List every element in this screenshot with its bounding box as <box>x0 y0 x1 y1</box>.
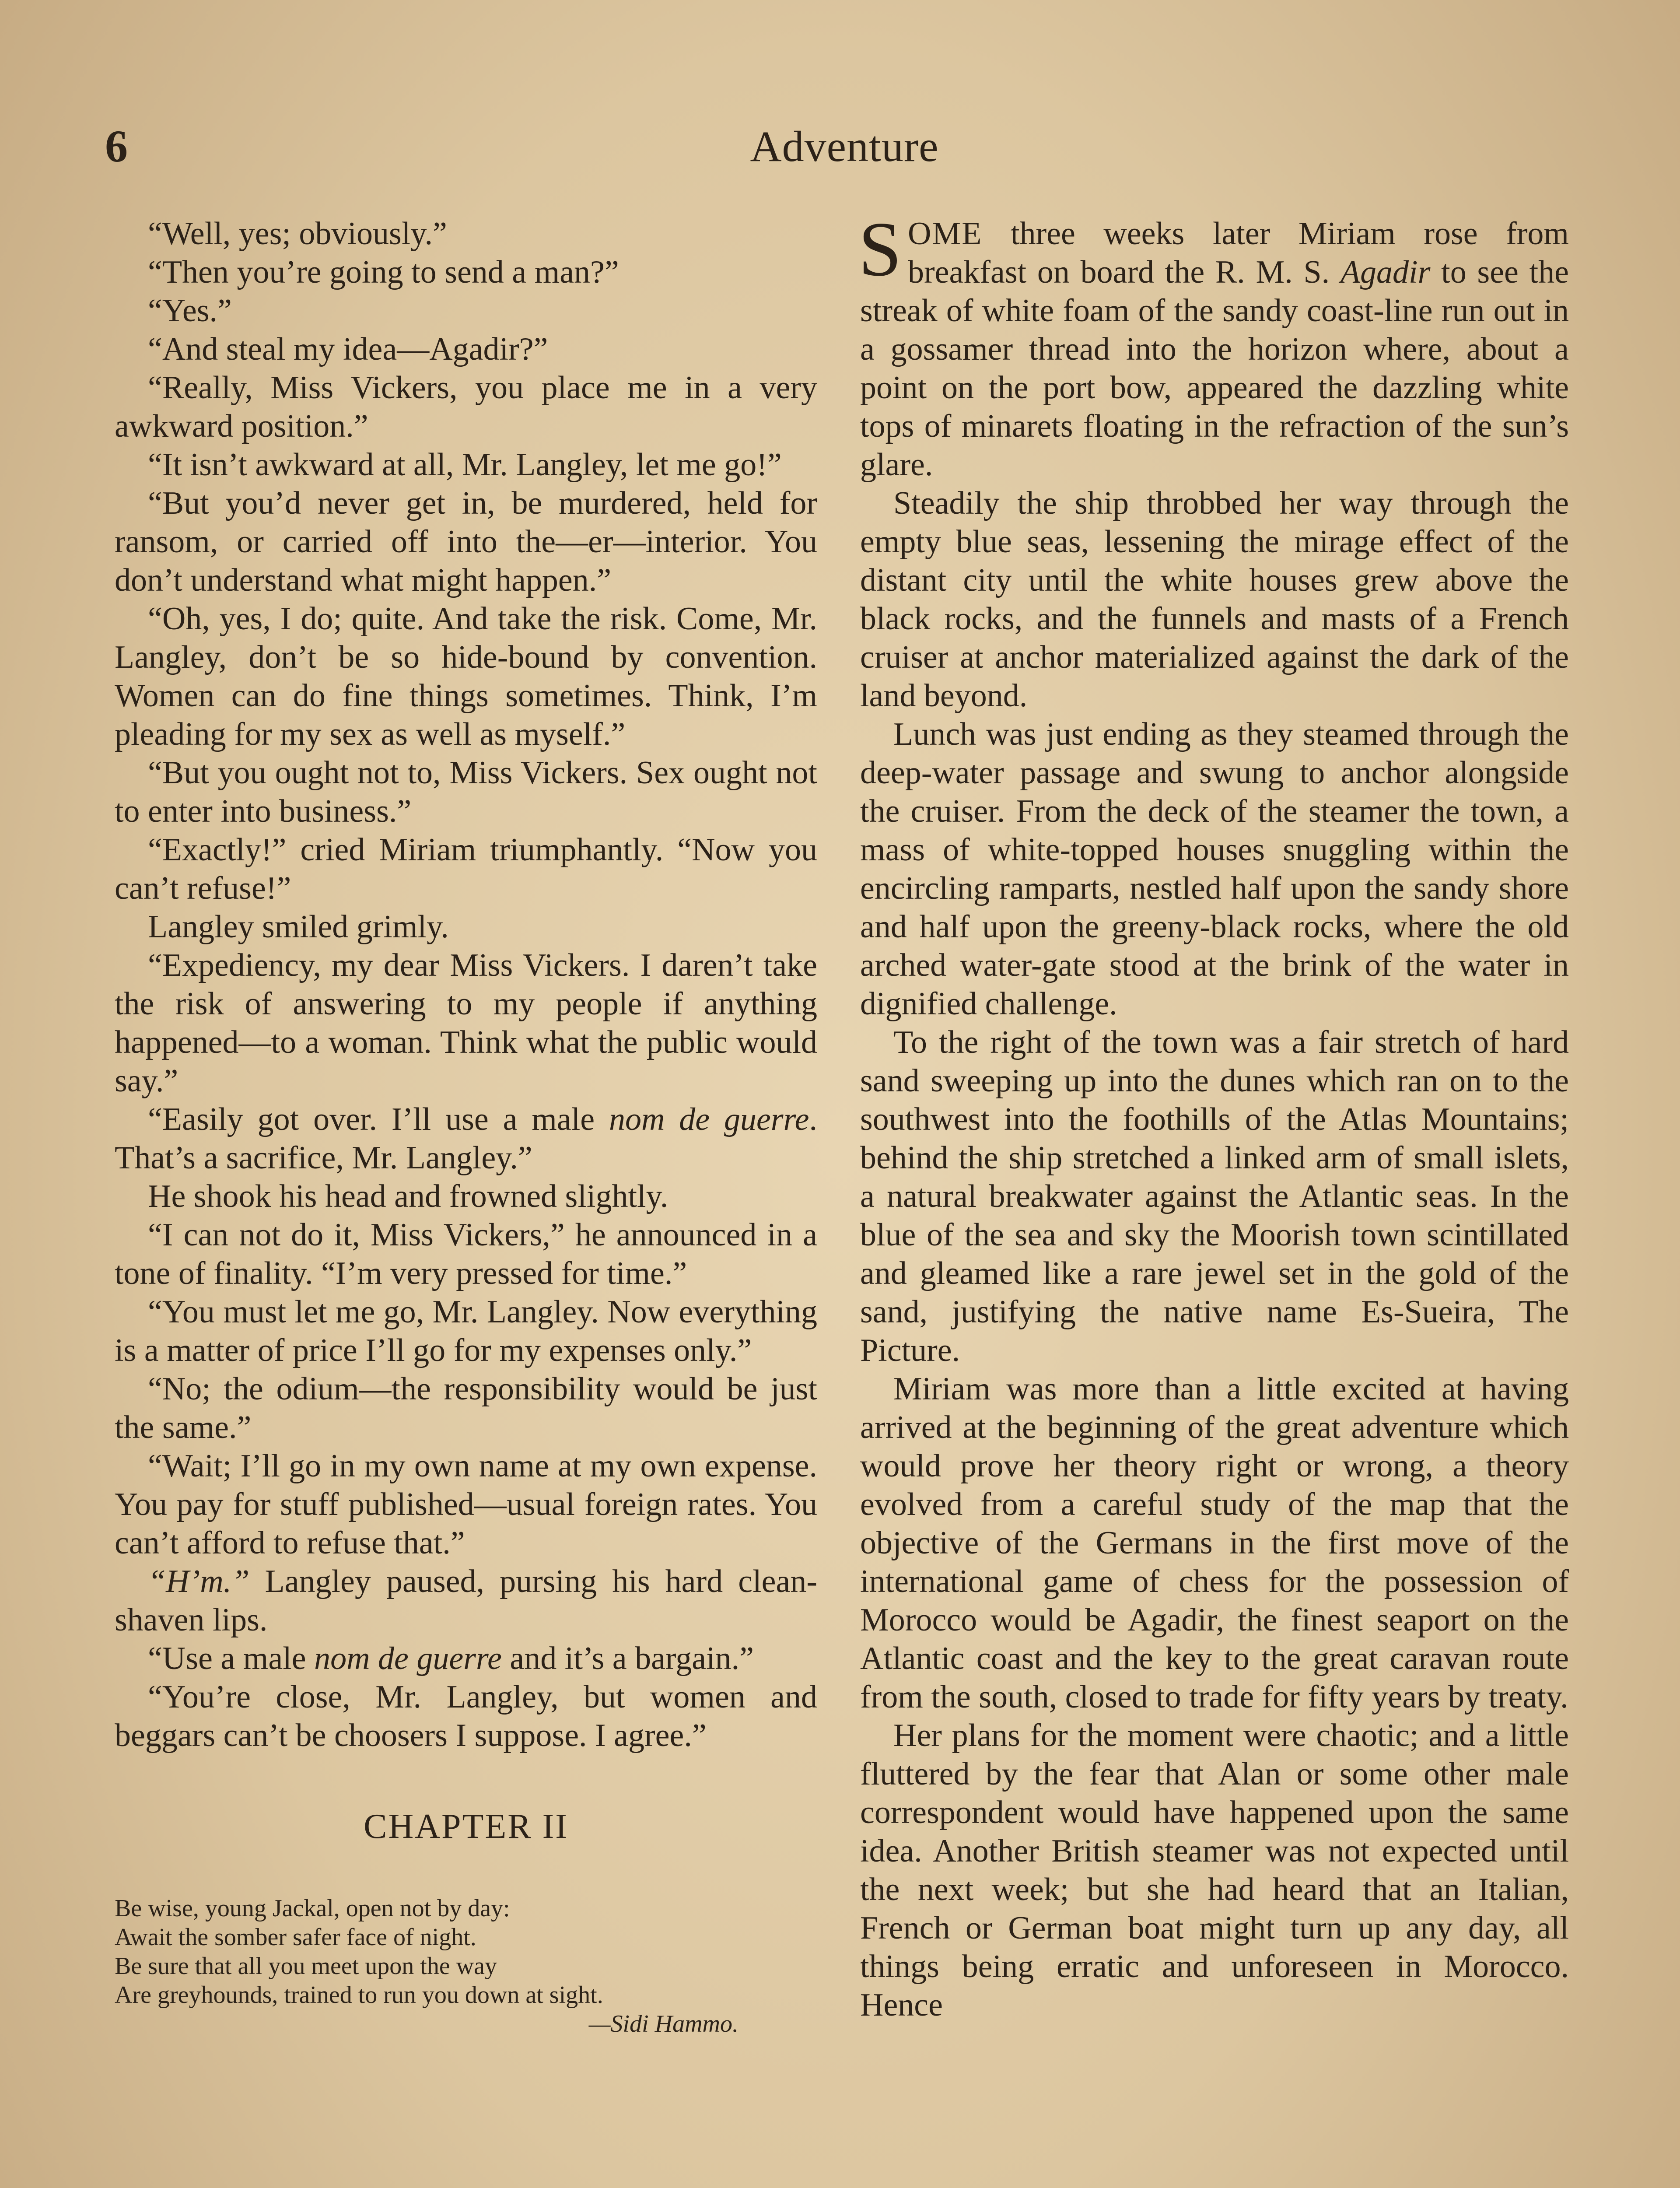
italic-text: nom de guerre <box>314 1641 502 1676</box>
paragraph-hm <box>115 1562 817 1639</box>
paragraph: “Yes.” <box>148 293 232 329</box>
text-run: “Easily got over. I’ll use a male <box>148 1101 609 1137</box>
text-run: . That’s a sacrifice, Mr. Langley.” <box>115 1101 817 1176</box>
paragraph: “But you’d never get in, be murdered, held for ransom, or carried off into the—er—interior. You don’t understand what might happen.” <box>115 485 817 598</box>
epigraph-line: Be sure that all you meet upon the way <box>115 1953 497 1980</box>
italic-text: “H’m.” <box>148 1564 250 1599</box>
epigraph-line: Be wise, young Jackal, open not by day: <box>115 1895 510 1922</box>
paragraph: “Exactly!” cried Miriam triumphantly. “Now you can’t refuse!” <box>115 832 817 906</box>
paragraph: To the right of the town was a fair stretch of hard sand sweeping up into the dunes which ran on to the southwest into the foothills of the Atlas Mountains; behind the ship stretched a linked arm of small islets, a natural breakwater against the Atlantic seas. In the blue of the sea and sky the Moorish town scintillated and gleamed like a rare jewel set in the gold of the sand, justifying the native name Es-Sueira, The Picture. <box>860 1024 1569 1368</box>
paragraph: “Wait; I’ll go in my own name at my own expense. You pay for stuff published—usual foreign rates. You can’t afford to refuse that.” <box>115 1448 817 1561</box>
epigraph <box>115 1894 817 2038</box>
paragraph: “Well, yes; obviously.” <box>148 216 447 252</box>
opening-paragraph <box>858 206 1569 484</box>
paragraph: Lunch was just ending as they steamed through the deep-water passage and swung to anchor alongside the cruiser. From the deck of the steamer the town, a mass of white-topped houses snuggling within the encircling ramparts, nestled half upon the sandy shore and half upon the greeny-black rocks, where the old arched water-gate stood at the brink of the water in dignified challenge. <box>860 716 1569 1022</box>
left-column <box>115 214 817 2038</box>
text-run: three weeks later Miriam rose from breakfast on board the R. M. S. <box>908 216 1569 290</box>
paragraph: Steadily the ship throbbed her way through the empty blue seas, lessening the mirage effect of the distant city until the white houses grew above the black rocks, and the funnels and masts of a French cruiser at anchor materialized against the dark of the land beyond. <box>860 485 1569 714</box>
paragraph: “You must let me go, Mr. Langley. Now everything is a matter of price I’ll go for my expenses only.” <box>115 1294 817 1368</box>
paragraph: “You’re close, Mr. Langley, but women and beggars can’t be choosers I suppose. I agree.” <box>115 1679 817 1753</box>
paragraph: Langley smiled grimly. <box>148 909 449 945</box>
paragraph: “Really, Miss Vickers, you place me in a very awkward position.” <box>115 370 817 444</box>
epigraph-line: Are greyhounds, trained to run you down at sight. <box>115 1981 603 2009</box>
paragraph: Her plans for the moment were chaotic; and a little fluttered by the fear that Alan or some other male correspondent would have happened upon the same idea. Another British steamer was not expected until the next week; but she had heard that an Italian, French or German boat might turn up any day, all things being erratic and unforeseen in Morocco. Hence <box>860 1718 1569 2023</box>
paragraph: “Oh, yes, I do; quite. And take the risk. Come, Mr. Langley, don’t be so hide-bound by convention. Women can do fine things sometimes. Think, I’m pleading for my sex as well as myself.” <box>115 601 817 752</box>
paragraph: Miriam was more than a little excited at having arrived at the beginning of the great adventure which would prove her theory right or wrong, a theory evolved from a careful study of the map that the objective of the Germans in the first move of the international game of chess for the possession of Morocco would be Agadir, the finest seaport on the Atlantic coast and the key to the great caravan route from the south, closed to trade for fifty years by treaty. <box>860 1371 1569 1715</box>
paragraph: “No; the odium—the responsibility would be just the same.” <box>115 1371 817 1445</box>
italic-text: Agadir <box>1340 254 1431 290</box>
italic-text: nom de guerre <box>609 1101 809 1137</box>
paragraph: “I can not do it, Miss Vickers,” he announced in a tone of finality. “I’m very pressed for time.” <box>115 1217 817 1291</box>
epigraph-line: Await the somber safer face of night. <box>115 1924 476 1951</box>
paragraph: “Then you’re going to send a man?” <box>148 254 619 290</box>
text-run: “Use a male <box>148 1641 315 1676</box>
drop-cap: S <box>858 206 902 292</box>
epigraph-attribution: —Sidi Hammo. <box>588 2010 738 2037</box>
paragraph-nom-de-guerre <box>115 1100 817 1177</box>
right-column <box>858 206 1569 2024</box>
paragraph-use-male <box>115 1639 817 1678</box>
small-caps-text: OME <box>908 216 983 252</box>
text-run: and it’s a bargain.” <box>501 1641 754 1676</box>
page-header <box>105 118 1584 175</box>
paragraph: “Expediency, my dear Miss Vickers. I daren’t take the risk of answering to my people if anything happened—to a woman. Think what the public would say.” <box>115 947 817 1099</box>
text-run: Langley paused, pursing his hard clean-shaven lips. <box>115 1564 817 1638</box>
paragraph: “It isn’t awkward at all, Mr. Langley, let me go!” <box>148 447 782 483</box>
paragraph: He shook his head and frowned slightly. <box>148 1178 668 1214</box>
page-number: 6 <box>105 121 128 172</box>
text-run: to see the streak of white foam of the sandy coast-line run out in a gossamer thread into the horizon where, about a point on the port bow, appeared the dazzling white tops of minarets floating in the refraction of the sun’s glare. <box>860 254 1569 483</box>
paragraph: “And steal my idea—Agadir?” <box>148 331 548 367</box>
paragraph: “But you ought not to, Miss Vickers. Sex ought not to enter into business.” <box>115 755 817 829</box>
running-head-title: Adventure <box>750 122 939 171</box>
chapter-heading: CHAPTER II <box>364 1807 568 1846</box>
